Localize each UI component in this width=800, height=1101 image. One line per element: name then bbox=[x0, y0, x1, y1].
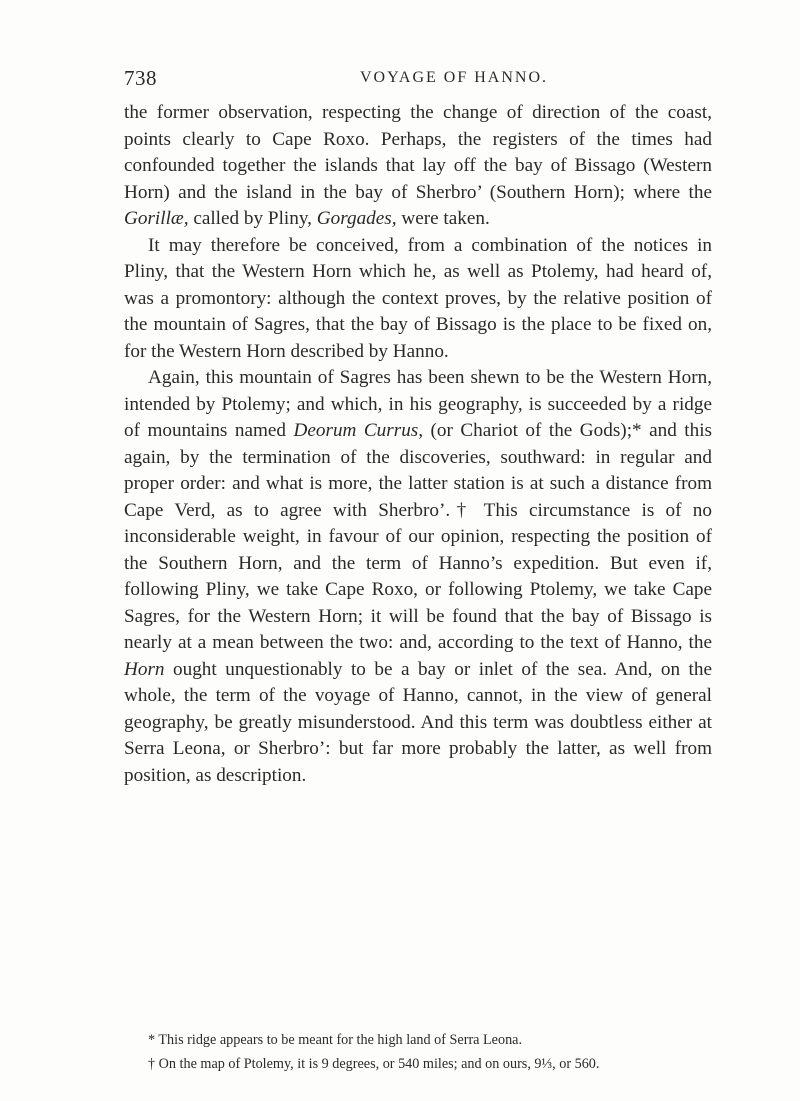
paragraph-1 bbox=[124, 100, 712, 233]
paragraph-3-text-3: ought unquestionably to be a bay or inlet of the sea. And, on the whole, the term of the voyage of Hanno, cannot, in the view of general geography, be greatly misunderstood. And this term was doubtless either at Serra Leona, or Sherbro’: but far more probably the latter, as well from position, as description. bbox=[124, 658, 712, 786]
page-number: 738 bbox=[124, 66, 157, 90]
footnote-1: * This ridge appears to be meant for the high land of Serra Leona. bbox=[148, 1032, 523, 1048]
paragraph-1-text-3: were taken. bbox=[396, 208, 490, 229]
footnote-2: † On the map of Ptolemy, it is 9 degrees, or 540 miles; and on ours, 9⅓, or 560. bbox=[148, 1056, 600, 1072]
paragraph-2: It may therefore be conceived, from a combination of the notices in Pliny, that the Western Horn which he, as well as Ptolemy, had heard of, was a promontory: although the context proves, by the relative position of the mountain of Sagres, that the bay of Bissago is the place to be fixed on, for the Western Horn described by Hanno. bbox=[124, 234, 712, 362]
italic-horn: Horn bbox=[124, 658, 165, 680]
paragraph-3-text-2: (or Chariot of the Gods);* and this again, by the termination of the discoveries, southward: in regular and proper order: and what is more, the latter station is at such a distance from Cape Verd, as to agree with Sherbro’.† This circumstance is of no inconsiderable weight, in favour of our opinion, respecting the position of the Southern Horn, and the term of Hanno’s expedition. But even if, following Pliny, we take Cape Roxo, or following Ptolemy, we take Cape Sagres, for the Western Horn; it will be found that the bay of Bissago is nearly at a mean between the two: and, according to the text of Hanno, the bbox=[124, 420, 712, 653]
italic-deorum-currus: Deorum Currus, bbox=[293, 420, 424, 441]
paragraph-1-text-2: called by Pliny, bbox=[188, 208, 317, 229]
running-head: VOYAGE OF HANNO. bbox=[360, 69, 548, 86]
italic-gorillae: Gorillæ, bbox=[124, 208, 189, 229]
footnotes bbox=[124, 1028, 712, 1076]
paragraph-3-text-1: Again, this mountain of Sagres has been shewn to be the Western Horn, intended by Ptolemy; and which, in his geography, is succeeded by a ridge of mountains named bbox=[124, 367, 712, 441]
body-text bbox=[124, 100, 712, 789]
italic-gorgades: Gorgades, bbox=[316, 208, 397, 229]
paragraph-1-text-1: the former observation, respecting the change of direction of the coast, points clearly to Cape Roxo. Perhaps, the registers of the times had confounded together the islands that lay off the bay of Bissago (Western Horn) and the island in the bay of Sherbro’ (Southern Horn); where the bbox=[124, 102, 712, 203]
page-header bbox=[124, 66, 724, 96]
paragraph-3 bbox=[124, 365, 712, 789]
